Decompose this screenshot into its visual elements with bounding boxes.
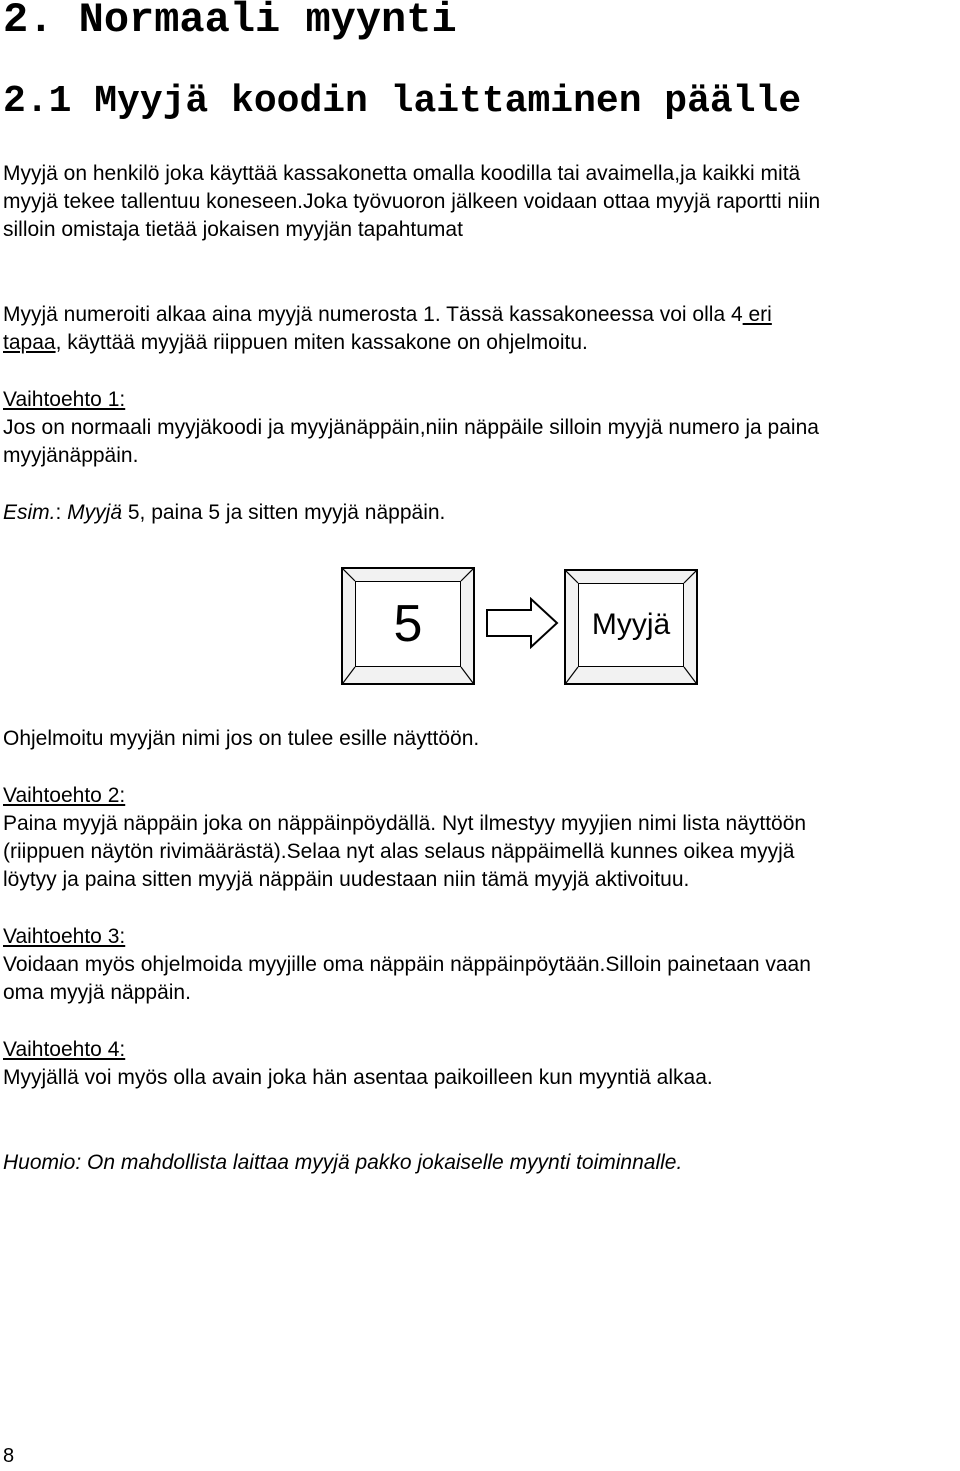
right-arrow-icon [485,597,559,649]
option-1-title-text: Vaihtoehto 1: [3,388,126,411]
option-3-line-1: Voidaan myös ohjelmoida myyjille oma näppäin näppäinpöytään.Silloin painetaan vaan [3,953,811,976]
option-4-title-text: Vaihtoehto 4: [3,1038,126,1061]
numbering-text: Myyjä numeroiti alkaa aina myyjä numerosta 1. Tässä kassakoneessa voi olla 4 [3,303,743,326]
numbering-text-2: , käyttää myyjää riippuen miten kassakone on ohjelmoitu. [55,331,588,354]
option-3-title [3,923,960,952]
intro-line-2: myyjä tekee tallentuu koneseen.Joka työvuoron jälkeen voidaan ottaa myyjä raportti niin [3,190,821,213]
option-1-title [3,386,960,415]
option-2-line-3: löytyy ja paina sitten myyjä näppäin uudestaan niin tämä myyjä aktivoituu. [3,868,690,891]
option-4-title [3,1036,960,1065]
numbering-emphasis-2: tapaa [3,331,56,354]
note-text: Huomio: On mahdollista laittaa myyjä pakko jokaiselle myynti toiminnalle. [3,1151,683,1174]
option-4-line-1: Myyjällä voi myös olla avain joka hän asentaa paikoilleen kun myyntiä alkaa. [3,1066,713,1089]
option-2-line-1: Paina myyjä näppäin joka on näppäinpöydällä. Nyt ilmestyy myyjien nimi lista näyttöön [3,812,807,835]
numbering-emphasis: eri [742,303,772,326]
page-heading: 2. Normaali myynti [3,0,457,44]
option-2-title-text: Vaihtoehto 2: [3,784,126,807]
numbering-line-2 [3,329,960,358]
page-number: 8 [3,1445,15,1467]
seller-key-label: Myyjä [578,583,684,667]
numbering-line-1 [3,301,960,330]
example-seller: Myyjä [67,501,123,524]
after-keys-text: Ohjelmoitu myyjän nimi jos on tulee esille näyttöön. [3,727,480,750]
number-5-key [341,567,475,685]
number-key-label: 5 [355,581,461,667]
option-1-example [3,499,960,528]
example-text: 5, paina 5 ja sitten myyjä näppäin. [122,501,446,524]
example-label: Esim. [3,501,56,524]
example-colon: : [55,501,68,524]
option-1-line-2: myyjänäppäin. [3,444,139,467]
intro-line-1: Myyjä on henkilö joka käyttää kassakonetta omalla koodilla tai avaimella,ja kaikki mitä [3,162,801,185]
section-heading: 2.1 Myyjä koodin laittaminen päälle [3,80,802,123]
option-3-title-text: Vaihtoehto 3: [3,925,126,948]
seller-key [564,569,698,685]
option-2-title [3,782,960,811]
option-2-line-2: (riippuen näytön rivimäärästä).Selaa nyt alas selaus näppäimellä kunnes oikea myyjä [3,840,795,863]
intro-line-3: silloin omistaja tietää jokaisen myyjän tapahtumat [3,218,463,241]
option-3-line-2: oma myyjä näppäin. [3,981,191,1004]
option-1-line-1: Jos on normaali myyjäkoodi ja myyjänäppäin,niin näppäile silloin myyjä numero ja paina [3,416,819,439]
